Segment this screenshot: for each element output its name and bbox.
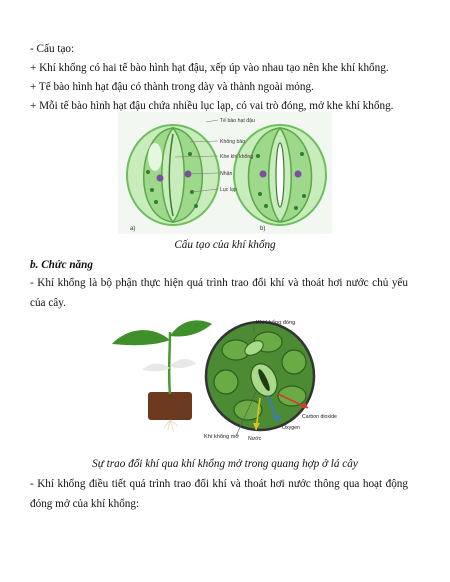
structure-title: - Cấu tạo: — [30, 43, 75, 55]
label-nucleus: Nhân — [220, 171, 233, 177]
label-panel-a: a) — [130, 226, 136, 232]
stoma-open-illustration — [234, 125, 326, 225]
structure-bullet-3: + Mỗi tế bào hình hạt đậu chứa nhiều lục lạp, có vai trò đóng, mở khe khí khổng. — [30, 100, 394, 112]
label-vacuole: Không bào — [220, 139, 246, 145]
label-panel-b: b) — [260, 226, 266, 232]
soil-block — [148, 392, 192, 420]
figure-caption-gas-exchange: Sự trao đổi khí qua khí khổng mở trong quang hợp ở lá cây — [92, 458, 358, 470]
gas-exchange-figure — [108, 312, 342, 452]
function-paragraph-2: - Khí khổng điều tiết quá trình trao đổi khí và thoát hơi nước thông qua hoạt động đóng mở của khí khổng: — [30, 478, 408, 510]
figure-caption-structure: Cấu tạo của khí khổng — [174, 239, 276, 251]
cotyledon-left — [142, 364, 170, 372]
stoma-structure-figure — [118, 112, 332, 234]
function-heading: b. Chức năng — [30, 259, 93, 271]
structure-bullet-1: + Khí khổng có hai tế bào hình hạt đậu, xếp úp vào nhau tạo nên khe khí khổng. — [30, 62, 389, 74]
structure-bullet-2: + Tế bào hình hạt đậu có thành trong dày và thành ngoài mỏng. — [30, 81, 314, 93]
label-carbon-dioxide: Carbon dioxide — [302, 414, 337, 420]
label-open-stoma: Khí khổng mở — [204, 434, 240, 440]
function-paragraph: - Khí khổng là bộ phận thực hiện quá trình trao đổi khí và thoát hơi nước chủ yếu của cây. — [30, 277, 408, 309]
label-stoma-slit: Khe khí khổng — [220, 154, 254, 160]
leaf-right — [170, 320, 212, 336]
label-water: Nước — [248, 436, 262, 442]
label-guard-cell: Tế bào hạt đậu — [220, 118, 255, 124]
stoma-closed-illustration — [127, 125, 219, 225]
label-chloroplast: Lục lạp — [220, 187, 237, 193]
label-oxygen: Oxygen — [282, 425, 300, 431]
cotyledon-right — [170, 359, 196, 368]
leaf-left — [112, 330, 170, 345]
label-closed-stoma: Khí khổng đóng — [256, 320, 296, 326]
